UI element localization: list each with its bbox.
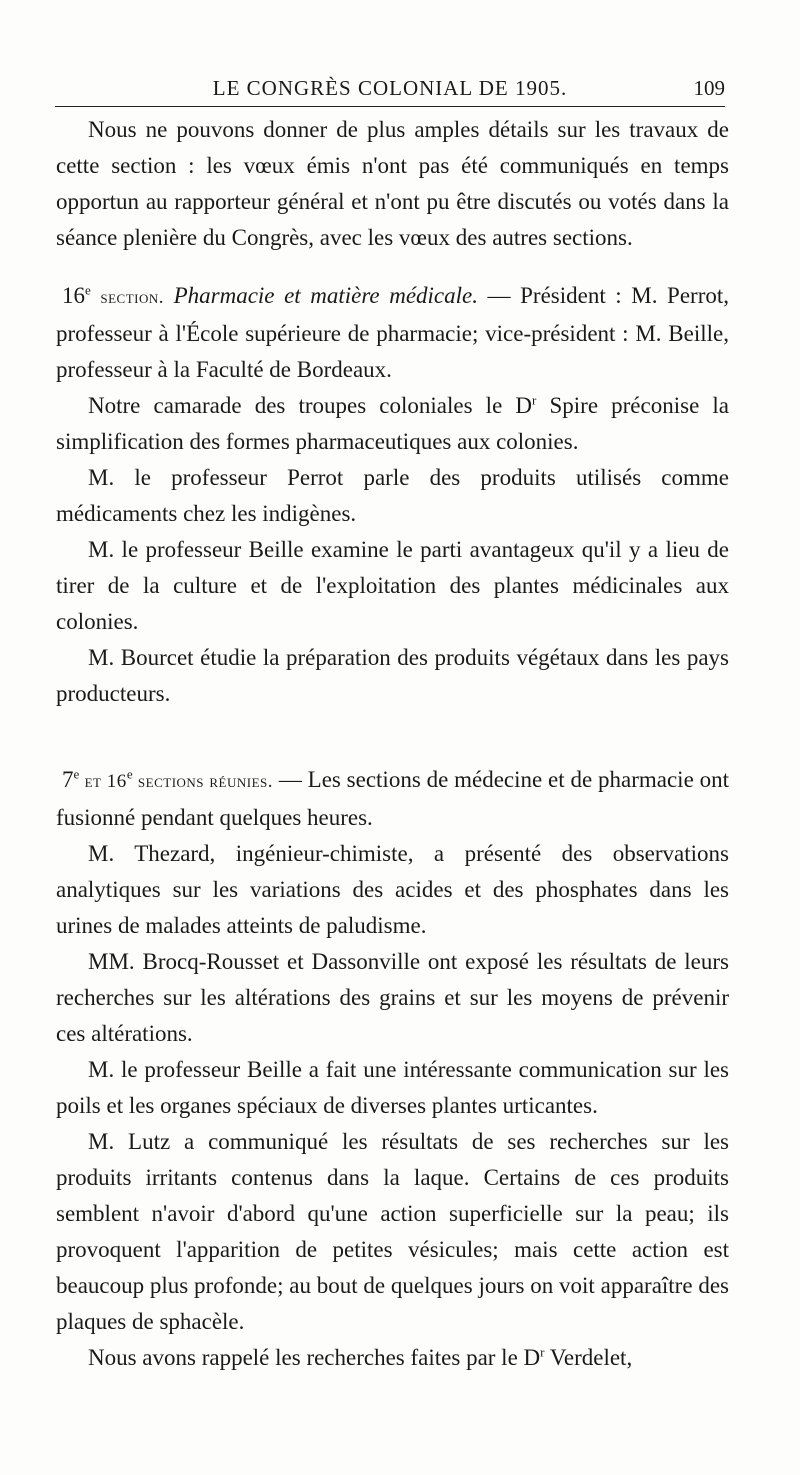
spacer bbox=[56, 256, 729, 278]
paragraph-verdelet-text-a: Nous avons rappelé les recherches faites par le D bbox=[88, 1345, 541, 1370]
paragraph-spire-text-b: Spire préconise la simplification des formes pharmaceutiques aux colonies. bbox=[56, 393, 729, 454]
section-16-heading bbox=[56, 278, 729, 388]
paragraph-spire bbox=[56, 388, 729, 460]
paragraph-spire-text-a: Notre camarade des troupes coloniales le D bbox=[88, 393, 533, 418]
body-text bbox=[56, 112, 729, 1376]
sections-7-16-text: — Les sections de médecine et de pharmacie ont fusionné pendant quelques heures. bbox=[56, 767, 729, 830]
section-16-joint-number-sup: e bbox=[126, 766, 133, 782]
paragraph-section-15-note: Nous ne pouvons donner de plus amples détails sur les travaux de cette section : les vœux émis n'ont pas été communiqués en temps opportun au rapporteur général et n'ont pu être discutés ou votés dans la séance plenière du Congrès, avec les vœux des autres sections. bbox=[56, 117, 729, 250]
section-16-joint-number: et 16 bbox=[79, 771, 127, 792]
doctor-abbrev-sup: r bbox=[532, 392, 537, 408]
paragraph-verdelet-text-b: Verdelet, bbox=[544, 1345, 633, 1370]
sections-7-16-heading bbox=[56, 762, 729, 836]
section-16-number-sup: e bbox=[85, 282, 91, 298]
paragraph-thezard: M. Thezard, ingénieur-chimiste, a présenté des observations analytiques sur les variations des acides et des phosphates dans les urines de malades atteints de paludisme. bbox=[56, 841, 729, 938]
paragraph-brocq-rousset: MM. Brocq-Rousset et Dassonville ont exposé les résultats de leurs recherches sur les altérations des grains et sur les moyens de prévenir ces altérations. bbox=[56, 949, 729, 1046]
paragraph-perrot: M. le professeur Perrot parle des produits utilisés comme médicaments chez les indigènes. bbox=[56, 465, 729, 526]
section-7-number-sup: e bbox=[73, 766, 80, 782]
section-16-label: section. bbox=[100, 287, 164, 308]
paragraph-bourcet: M. Bourcet étudie la préparation des produits végétaux dans les pays producteurs. bbox=[56, 645, 729, 706]
section-16-number: 16 bbox=[62, 283, 85, 308]
doctor-abbrev-sup: r bbox=[540, 1344, 545, 1360]
section-16-title: Pharmacie et matière médicale. bbox=[173, 283, 478, 308]
paragraph-lutz: M. Lutz a communiqué les résultats de ses recherches sur les produits irritants contenus dans la laque. Certains de ces produits semblent n'avoir d'abord qu'une action superficielle sur la peau; ils provoquent l'apparition de petites vésicules; mais cette action est beaucoup plus profonde; au bout de quelques jours on voit apparaître des plaques de sphacèle. bbox=[56, 1129, 729, 1334]
paragraph-beille-urticantes: M. le professeur Beille a fait une intéressante communication sur les poils et les organes spéciaux de diverses plantes urticantes. bbox=[56, 1057, 729, 1118]
running-title: LE CONGRÈS COLONIAL DE 1905. bbox=[212, 76, 568, 100]
sections-reunies-label: sections réunies. bbox=[132, 771, 273, 792]
section-16-officers: — Président : M. Perrot, professeur à l'École supérieure de pharmacie; vice-président : M. Beille, professeur à la Faculté de Bordeaux. bbox=[56, 283, 729, 382]
section-7-number: 7 bbox=[62, 767, 74, 792]
paragraph-verdelet bbox=[56, 1340, 729, 1376]
page-number: 109 bbox=[693, 76, 725, 100]
paragraph-beille: M. le professeur Beille examine le parti avantageux qu'il y a lieu de tirer de la culture et de l'exploitation des plantes médicinales aux colonies. bbox=[56, 537, 729, 634]
spacer bbox=[56, 712, 729, 762]
page-header bbox=[55, 74, 725, 107]
